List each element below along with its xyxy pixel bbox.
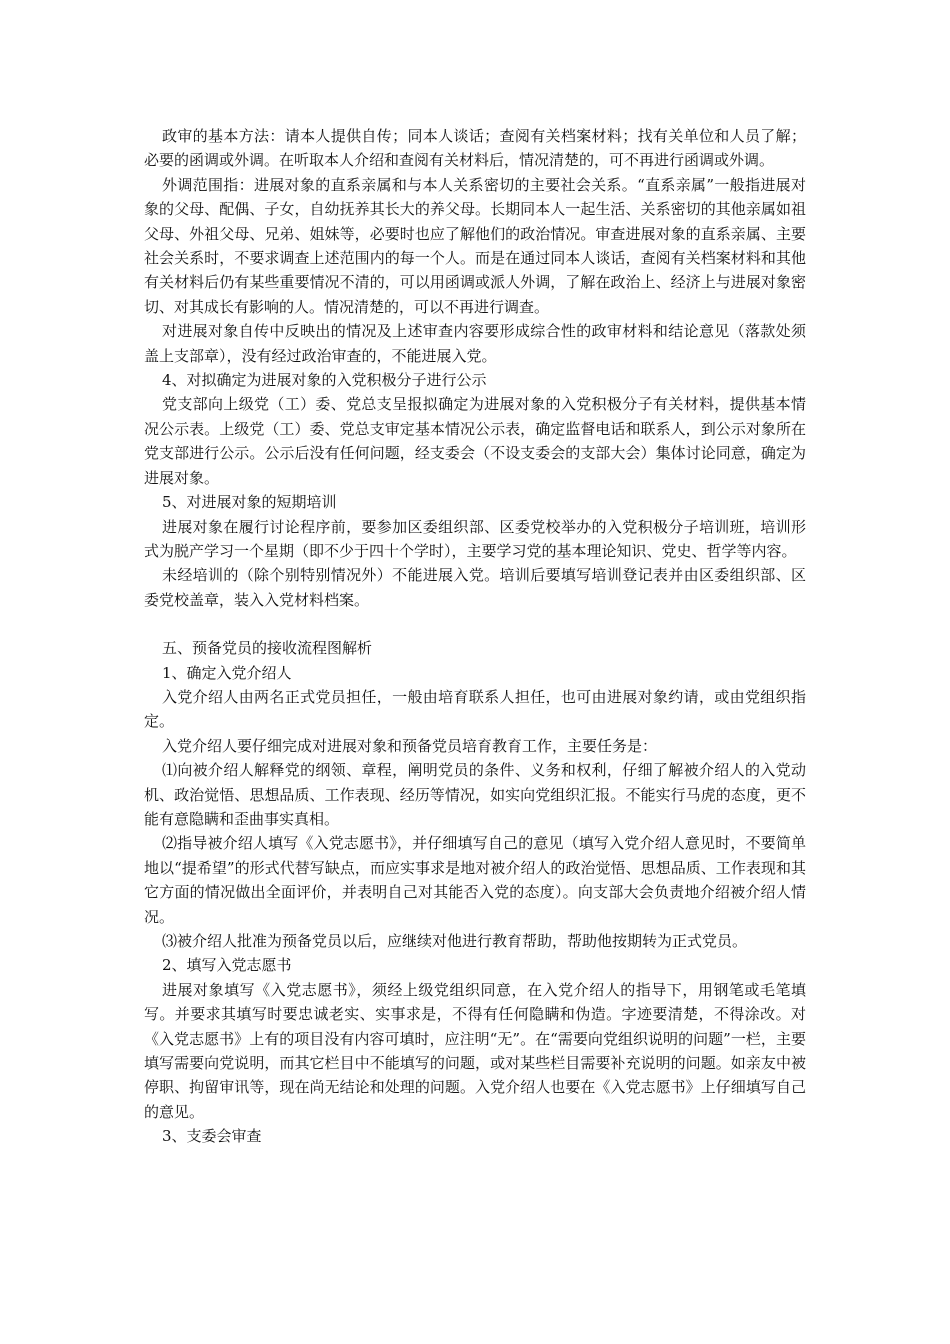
heading-section-4: 4、对拟确定为进展对象的入党积极分子进行公示 [162, 371, 487, 390]
paragraph-political-review-conclusion: 对进展对象自传中反映出的情况及上述审查内容要形成综合性的政审材料和结论意见（落款处须盖上支部章），没有经过政治审查的，不能进展入党。 [144, 322, 806, 365]
list-item-task-1: ⑴向被介绍人解释党的纲领、章程，阐明党员的条件、义务和权利，仔细了解被介绍人的入党动机、政治觉悟、思想品质、工作表现、经历等情况，如实向党组织汇报。不能实行马虎的态度，更不能有意隐瞒和歪曲事实真相。 [144, 761, 806, 828]
paragraph-introducer-tasks: 入党介绍人要仔细完成对进展对象和预备党员培育教育工作，主要任务是： [162, 736, 658, 755]
list-item-task-3: ⑶被介绍人批准为预备党员以后，应继续对他进行教育帮助，帮助他按期转为正式党员。 [162, 932, 748, 950]
paragraph-external-investigation-scope: 外调范围指：进展对象的直系亲属和与本人关系密切的主要社会关系。“直系亲属”一般指进展对象的父母、配偶、子女，自幼抚养其长大的养父母。长期同本人一起生活、关系密切的其他亲属如祖父母、外祖父母、兄弟、姐妹等，必要时也应了解他们的政治情况。审查进展对象的直系亲属、主要社会关系时，不要求调查上述范围内的每一个人。而是在通过同本人谈话，查阅有关档案材料和其他有关材料后仍有某些重要情况不清的，可以用函调或派人外调，了解在政治上、经济上与进展对象密切、对其成长有影响的人。情况清楚的，可以不再进行调查。 [144, 175, 806, 316]
heading-subsection-3: 3、支委会审查 [162, 1127, 262, 1146]
paragraph-introducer-selection: 入党介绍人由两名正式党员担任，一般由培育联系人担任，也可由进展对象约请，或由党组织指定。 [144, 687, 806, 731]
heading-chapter-5: 五、预备党员的接收流程图解析 [162, 639, 373, 658]
paragraph-application-form: 进展对象填写《入党志愿书》，须经上级党组织同意，在入党介绍人的指导下，用钢笔或毛笔填写。并要求其填写时要忠诚老实、实事求是，不得有任何隐瞒和伪造。字迹要清楚，不得涂改。对《入党志愿书》上有的项目没有内容可填时，应注明“无”。在“需要向党组织说明的问题”一栏，主要填写需要向党说明，而其它栏目中不能填写的问题，或对某些栏目需要补充说明的问题。如亲友中被停职、拘留审讯等，现在尚无结论和处理的问题。入党介绍人也要在《入党志愿书》上仔细填写自己的意见。 [144, 980, 806, 1121]
heading-subsection-1: 1、确定入党介绍人 [162, 663, 292, 682]
heading-subsection-2: 2、填写入党志愿书 [162, 956, 292, 975]
paragraph-training-requirements: 进展对象在履行讨论程序前，要参加区委组织部、区委党校举办的入党积极分子培训班，培训形式为脱产学习一个星期（即不少于四十个学时），主要学习党的基本理论知识、党史、哲学等内容。 [144, 517, 806, 560]
paragraph-training-registration: 未经培训的（除个别特别情况外）不能进展入党。培训后要填写培训登记表并由区委组织部、区委党校盖章，装入入党材料档案。 [144, 566, 806, 609]
paragraph-publicity-process: 党支部向上级党（工）委、党总支呈报拟确定为进展对象的入党积极分子有关材料，提供基本情况公示表。上级党（工）委、党总支审定基本情况公示表，确定监督电话和联系人，到公示对象所在党支部进行公示。公示后没有任何问题，经支委会（不设支委会的支部大会）集体讨论同意，确定为进展对象。 [144, 395, 806, 487]
section-spacer [144, 612, 806, 636]
list-item-task-2: ⑵指导被介绍人填写《入党志愿书》，并仔细填写自己的意见（填写入党介绍人意见时，不要简单地以“提希望”的形式代替写缺点，而应实事求是地对被介绍人的政治觉悟、思想品质、工作表现和其它方面的情况做出全面评价，并表明自己对其能否入党的态度）。向支部大会负责地介绍被介绍人情况。 [144, 834, 806, 926]
document-page [144, 124, 806, 1149]
paragraph-political-review-methods: 政审的基本方法：请本人提供自传；同本人谈话；查阅有关档案材料；找有关单位和人员了解；必要的函调或外调。在听取本人介绍和查阅有关材料后，情况清楚的，可不再进行函调或外调。 [144, 127, 806, 170]
heading-section-5: 5、对进展对象的短期培训 [162, 493, 337, 512]
